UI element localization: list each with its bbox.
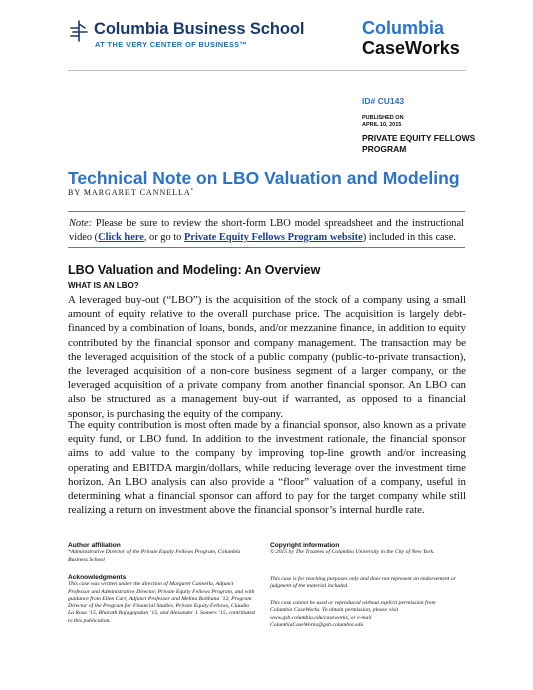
note-text-2: , or go to [143,232,184,243]
case-id: ID# CU143 [362,96,405,106]
section-subheading: WHAT IS AN LBO? [68,281,139,290]
acknowledgments [68,574,256,625]
affiliation-text: *Administrative Director of the Private Equity Fellows Program, Columbia Business School [68,549,241,563]
caseworks-logo-line1: Columbia [362,18,445,38]
affiliation-heading: Author affiliation [68,542,121,549]
note-box [68,211,465,248]
byline-author: BY MARGARET CANNELLA [68,188,191,197]
author-affiliation [68,542,256,564]
program-name: PRIVATE EQUITY FELLOWS PROGRAM [362,133,476,154]
acknowledgments-heading: Acknowledgments [68,574,127,581]
acknowledgments-text: This case was written under the direction of Margaret Cannella, Adjunct Professor and Administrative Director, Private Equity Fellows Program, and with guidance from Ellen Carr, Adjunct Professor and Melina Robbana ’12, Program Director of the Program for Financial Studies. Private Equity Fellows, Claudio La Rosa ’15, Bharath Rajagopalan ’15, and Alexander J. Somers ’15, contributed to this publication. [68,581,255,624]
permission-notice [270,600,458,629]
school-tagline: AT THE VERY CENTER OF BUSINESS™ [95,40,248,49]
caseworks-logo-line2: CaseWorks [362,38,460,58]
copyright-heading: Copyright information [270,542,340,549]
document-title: Technical Note on LBO Valuation and Modeling [68,168,460,188]
published-date: APRIL 10, 2015 [362,122,402,128]
header-divider [68,70,466,71]
teaching-text: This case is for teaching purposes only and does not represent an endorsement or judgment of the material included. [270,576,456,590]
teaching-notice [270,576,458,591]
section-heading: LBO Valuation and Modeling: An Overview [68,263,321,277]
copyright-info [270,542,458,557]
note-label: Note: [69,218,93,229]
pe-fellows-website-link[interactable]: Private Equity Fellows Program website [183,232,363,243]
byline-footnote-mark: * [190,188,194,194]
school-name: Columbia Business School [94,20,305,38]
click-here-link[interactable]: Click here [98,232,144,243]
copyright-text: © 2015 by The Trustees of Columbia University in the City of New York. [270,549,435,556]
note-text-3: ) included in this case. [362,232,456,243]
published-block [362,115,404,129]
note-text-1: Please be sure to review the short-form LBO model spreadsheet and the instructional video ( [69,218,464,243]
body-paragraph-1: A leveraged buy-out (“LBO”) is the acquisition of the stock of a company using a small amount of equity relative to the overall purchase price. The acquisition is largely debt-financed by a combination of loans, bonds, and/or mezzanine finance, in addition to equity contributed by the financial sponsor and company management. The transaction may be the leveraged acquisition of the stock of a public company (public-to-private transaction), the leveraged acquisition of a non-core business segment of a larger company, or the leveraged acquisition of a private company from another financial sponsor. An LBO can also be structured as a management buy-out if warranted, as opposed to a financial sponsor, is purchasing the equity of the company. [68,294,466,420]
permission-text: This case cannot be used or reproduced without explicit permission from Columbia CaseWorks. To obtain permission, please visit www.gsb.columbia.edu/caseworks, or e-mail ColumbiaCaseWorks@gsb.columbia.edu [270,600,436,628]
body-paragraph-2: The equity contribution is most often made by a financial sponsor, also known as a private equity fund, or LBO fund. In addition to the investment rationale, the financial sponsor aims to add value to the company by improving top-line growth and/or increasing operating and EBITDA margin/dollars, while reducing leverage over the investment time horizon. An LBO analysis can also provide a “floor” valuation of a company, useful in determining what a financial sponsor can afford to pay for the target company while still realizing a return on investment above the financial sponsor’s internal hurdle rate. [68,419,466,517]
byline [68,188,193,197]
columbia-crown-logo-icon [68,20,90,42]
published-label: PUBLISHED ON [362,115,404,121]
